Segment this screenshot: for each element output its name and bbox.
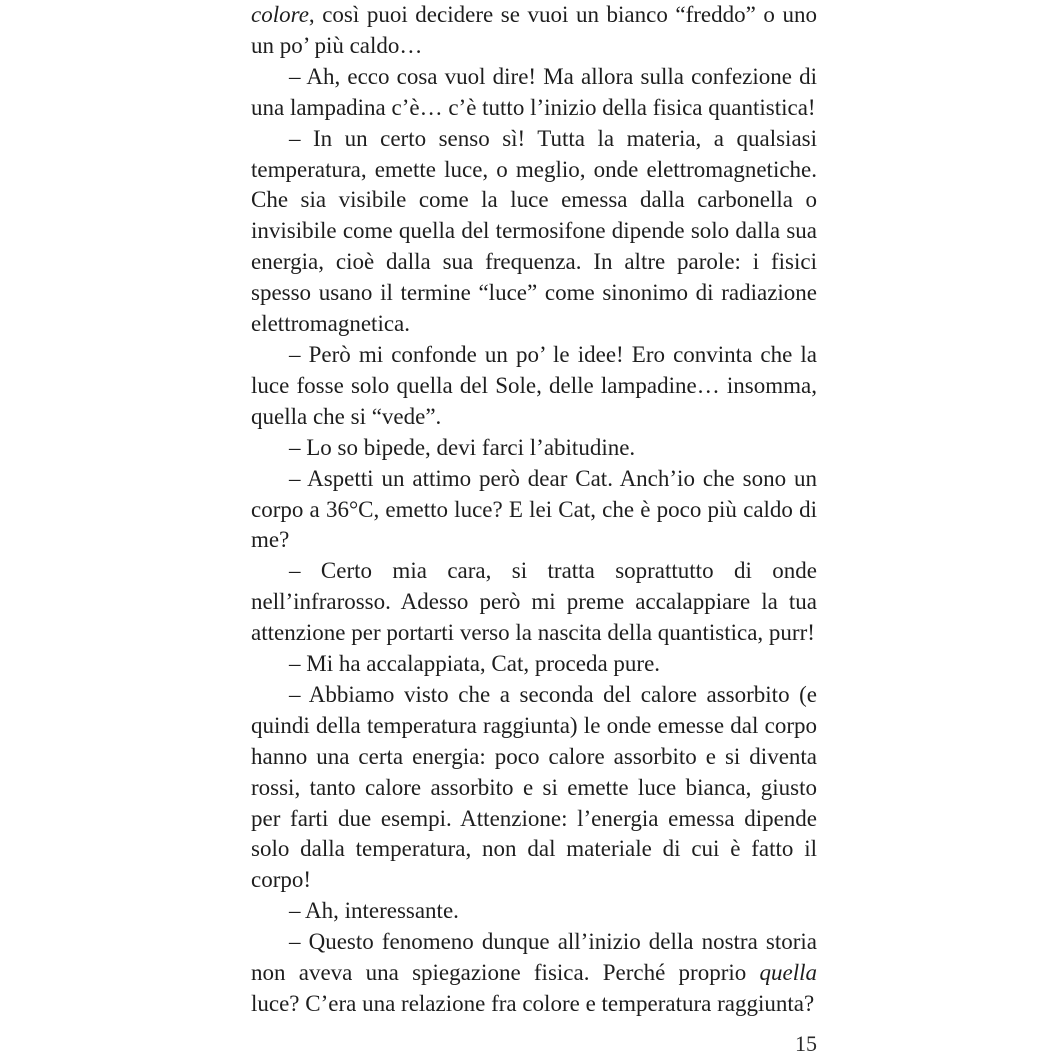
page-text: [251, 0, 817, 1020]
paragraph: [251, 340, 817, 433]
paragraph: [251, 433, 817, 464]
paragraph: [251, 464, 817, 557]
italic-text: quella: [759, 960, 817, 986]
text-segment: – Certo mia cara, si tratta soprattutto di onde nell’infrarosso. Adesso però mi preme accalappiare la tua attenzione per portarti verso la nascita della quantistica, purr!: [251, 558, 817, 646]
text-segment: – Ah, ecco cosa vuol dire! Ma allora sulla confezione di una lampadina c’è… c’è tutto l’inizio della fisica quantistica!: [251, 63, 817, 120]
paragraph: [251, 680, 817, 896]
text-segment: – Mi ha accalappiata, Cat, proceda pure.: [289, 651, 661, 677]
text-segment: – Questo fenomeno dunque all’inizio della nostra storia non aveva una spiegazione fisica. Perché proprio: [251, 929, 817, 986]
paragraph: [251, 62, 817, 124]
paragraph: [251, 124, 817, 340]
text-segment: luce? C’era una relazione fra colore e temperatura raggiunta?: [251, 991, 815, 1016]
paragraph: [251, 556, 817, 649]
paragraph: [251, 896, 817, 927]
page-number: 15: [795, 1031, 817, 1056]
italic-text: colore: [251, 2, 309, 27]
text-segment: – Però mi confonde un po’ le idee! Ero convinta che la luce fosse solo quella del Sole, delle lampadine… insomma, quella che si “vede”.: [251, 341, 817, 429]
text-segment: – Abbiamo visto che a seconda del calore assorbito (e quindi della temperatura raggiunta) le onde emesse dal corpo hanno una certa energia: poco calore assorbito e si diventa rossi, tanto calore assorbito e si emette luce bianca, giusto per farti due esempi. Attenzione: l’energia emessa dipende solo dalla temperatura, non dal materiale di cui è fatto il corpo!: [251, 681, 817, 893]
text-segment: – Lo so bipede, devi farci l’abitudine.: [289, 434, 636, 460]
text-segment: , così puoi decidere se vuoi un bianco “freddo” o uno un po’ più caldo…: [251, 2, 817, 58]
paragraph: [251, 927, 817, 1020]
paragraph: [251, 0, 817, 62]
text-segment: – In un certo senso sì! Tutta la materia, a qualsiasi temperatura, emette luce, o meglio, onde elettromagnetiche. Che sia visibile come la luce emessa dalla carbonella o invisibile come quella del termosifone dipende solo dalla sua energia, cioè dalla sua frequenza. In altre parole: i fisici spesso usano il termine “luce” come sinonimo di radiazione elettromagnetica.: [251, 125, 817, 337]
text-segment: – Aspetti un attimo però dear Cat. Anch’io che sono un corpo a 36°C, emetto luce? E lei Cat, che è poco più caldo di me?: [251, 465, 817, 553]
paragraph: [251, 649, 817, 680]
text-segment: – Ah, interessante.: [289, 898, 459, 924]
